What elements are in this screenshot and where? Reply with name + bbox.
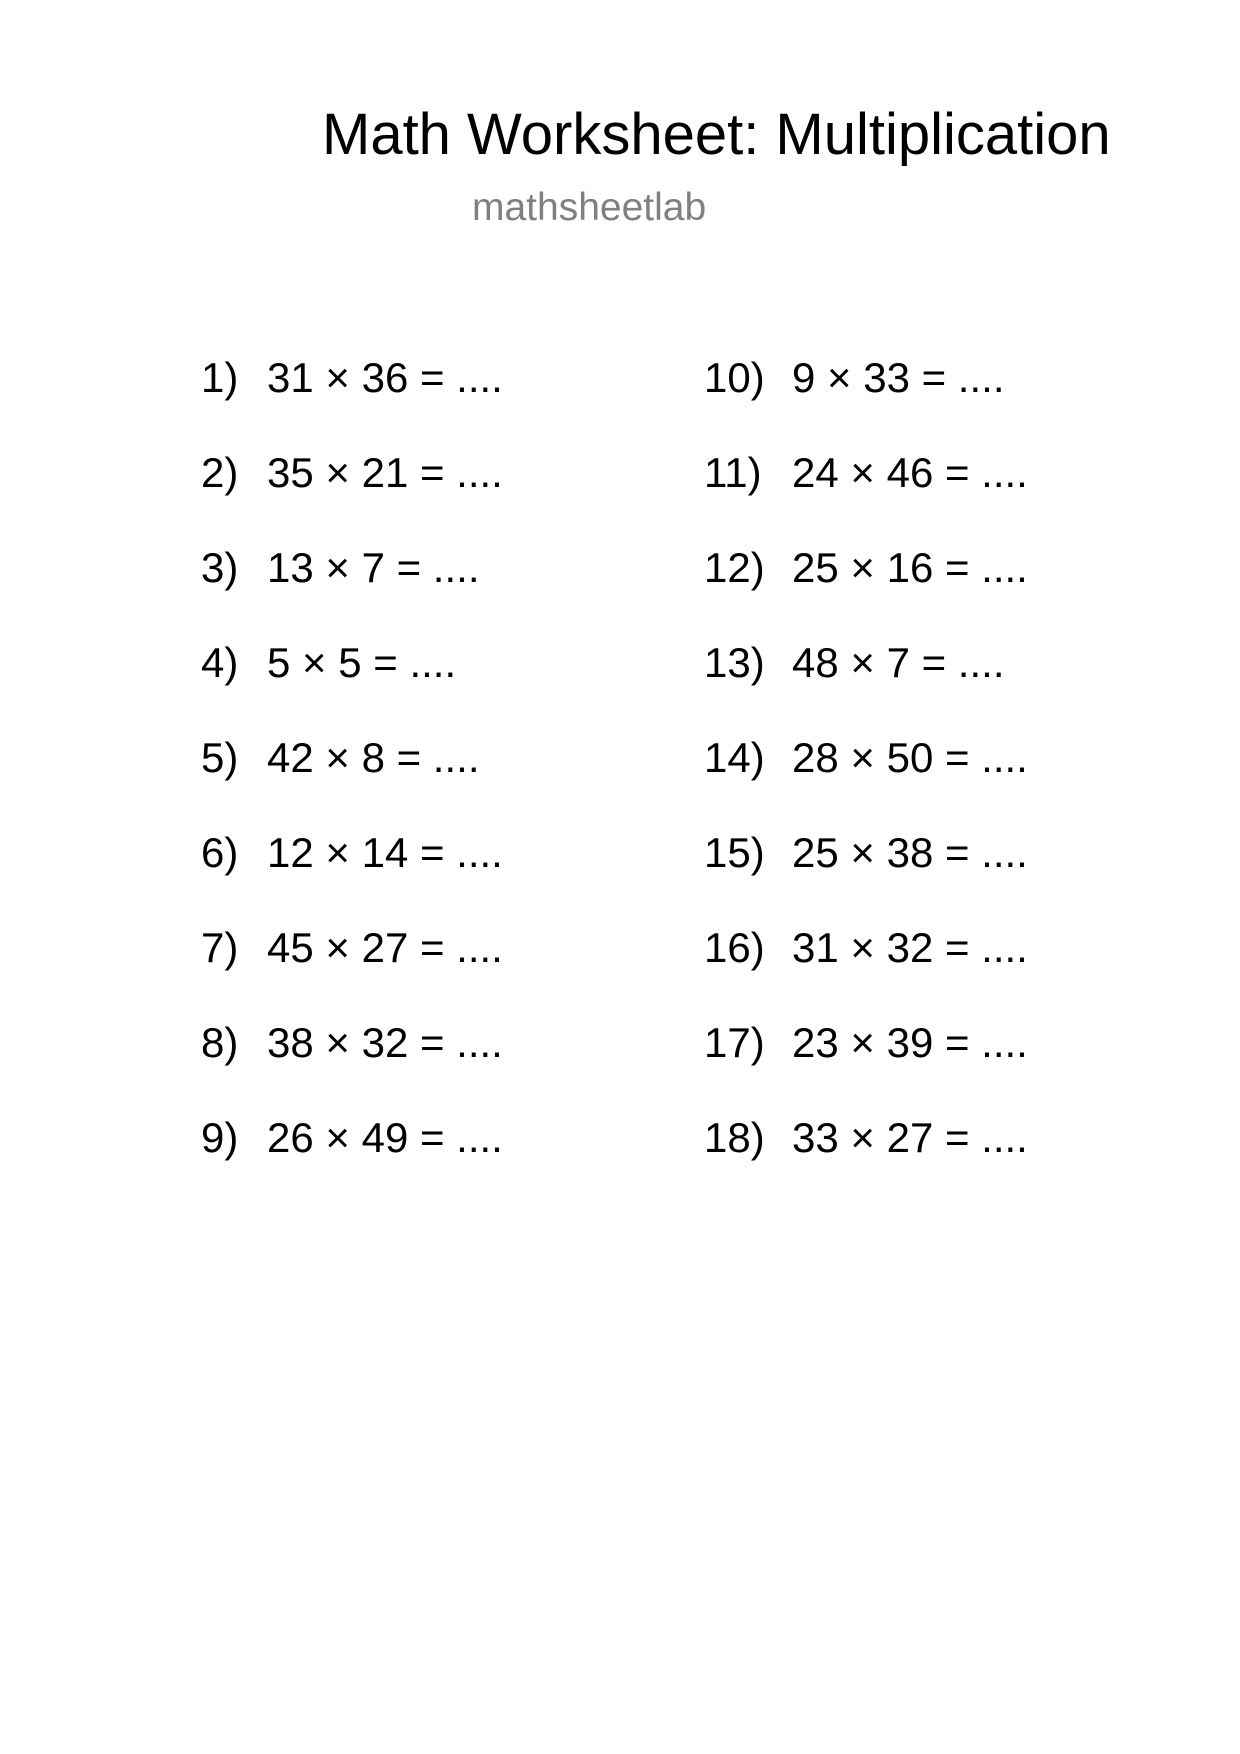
- problem-expression: 23 × 39 = ....: [792, 1019, 1028, 1066]
- problem-number: 17): [704, 1019, 765, 1066]
- problem-number: 16): [704, 924, 765, 971]
- problem-expression: 33 × 27 = ....: [792, 1114, 1028, 1161]
- publisher-name: mathsheetlab: [472, 186, 707, 229]
- problem-number: 4): [201, 639, 239, 686]
- problem-number: 14): [704, 734, 765, 781]
- problem-number: 10): [704, 354, 765, 401]
- problem-number: 15): [704, 829, 765, 876]
- problem-expression: 35 × 21 = ....: [267, 449, 503, 496]
- problem-expression: 24 × 46 = ....: [792, 449, 1028, 496]
- problem-expression: 28 × 50 = ....: [792, 734, 1028, 781]
- problem-number: 2): [201, 449, 239, 496]
- problem-expression: 25 × 38 = ....: [792, 829, 1028, 876]
- problem-number: 3): [201, 544, 239, 591]
- problem-number: 5): [201, 734, 239, 781]
- problem-expression: 13 × 7 = ....: [267, 544, 480, 591]
- problem-expression: 38 × 32 = ....: [267, 1019, 503, 1066]
- problem-number: 9): [201, 1114, 239, 1161]
- problem-number: 6): [201, 829, 239, 876]
- problem-expression: 25 × 16 = ....: [792, 544, 1028, 591]
- problem-expression: 31 × 36 = ....: [267, 354, 503, 401]
- problem-number: 11): [704, 449, 762, 496]
- problem-number: 1): [201, 354, 239, 401]
- problem-number: 7): [201, 924, 239, 971]
- problem-number: 13): [704, 639, 765, 686]
- problem-expression: 9 × 33 = ....: [792, 354, 1005, 401]
- problem-number: 18): [704, 1114, 765, 1161]
- problem-expression: 5 × 5 = ....: [267, 639, 457, 686]
- problem-expression: 45 × 27 = ....: [267, 924, 503, 971]
- problem-expression: 48 × 7 = ....: [792, 639, 1005, 686]
- problem-expression: 26 × 49 = ....: [267, 1114, 503, 1161]
- problem-expression: 42 × 8 = ....: [267, 734, 480, 781]
- problem-number: 12): [704, 544, 765, 591]
- page-title: Math Worksheet: Multiplication: [322, 102, 1111, 167]
- problem-expression: 31 × 32 = ....: [792, 924, 1028, 971]
- problem-expression: 12 × 14 = ....: [267, 829, 503, 876]
- problem-number: 8): [201, 1019, 239, 1066]
